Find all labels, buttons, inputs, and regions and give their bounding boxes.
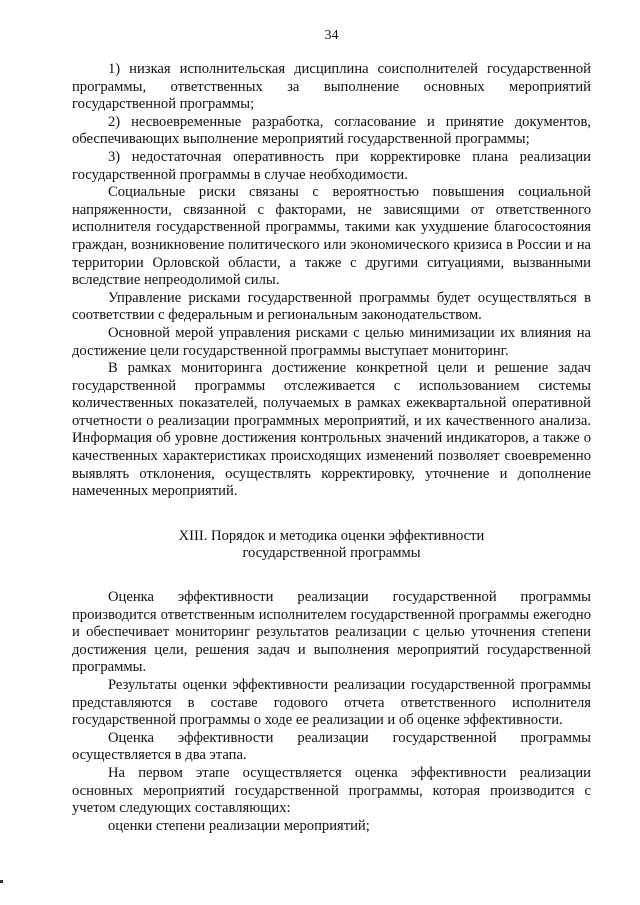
paragraph-risk-2: 2) несвоевременные разработка, согласование и принятие документов, обеспечивающих выполнение мероприятий государственной программы;: [72, 113, 591, 148]
paragraph-risk-3: 3) недостаточная оперативность при корректировке плана реализации государственной программы в случае необходимости.: [72, 148, 591, 183]
paragraph-evaluation-results: Результаты оценки эффективности реализации государственной программы представляются в составе годового отчета ответственного исполнителя государственной программы о ходе ее реализации и об оценке эффективности.: [72, 677, 591, 729]
section-title-line-2: государственной программы: [242, 545, 421, 562]
paragraph-component-1: оценки степени реализации мероприятий;: [108, 817, 370, 834]
paragraph-evaluation: Оценка эффективности реализации государственной программы производится ответственным исполнителем государственной программы ежегодно и обеспечивает мониторинг результатов реализации с целью уточнения степени достижения цели, решения задач и выполнения мероприятий государственной программы.: [72, 589, 591, 676]
scan-mark: [0, 880, 3, 883]
document-page: [72, 0, 591, 905]
paragraph-monitoring: Основной мерой управления рисками с целью минимизации их влияния на достижение цели государственной программы выступает мониторинг.: [72, 324, 591, 359]
paragraph-social-risks: Социальные риски связаны с вероятностью повышения социальной напряженности, связанной с факторами, не зависящими от ответственного исполнителя государственной программы, такими как ухудшение благосостояния граждан, возникновение политического или экономического кризиса в России и на территории Орловской области, а также с другими ситуациями, вызванными вследствие непреодолимой силы.: [72, 184, 591, 289]
section-title: [72, 528, 591, 563]
paragraph-risk-1: 1) низкая исполнительская дисциплина соисполнителей государственной программы, ответственных за выполнение основных мероприятий государственной программы;: [72, 61, 591, 113]
document-body: [72, 61, 591, 835]
page-number: 34: [324, 28, 339, 43]
paragraph-risk-management: Управление рисками государственной программы будет осуществляться в соответствии с федеральным и региональным законодательством.: [72, 289, 591, 324]
paragraph-first-stage: На первом этапе осуществляется оценка эффективности реализации основных мероприятий государственной программы, которая производится с учетом следующих составляющих:: [72, 764, 591, 817]
paragraph-evaluation-stages: Оценка эффективности реализации государственной программы осуществляется в два этапа.: [72, 729, 591, 764]
paragraph-monitoring-details: В рамках мониторинга достижение конкретной цели и решение задач государственной программы отслеживается с использованием системы количественных показателей, получаемых в рамках ежеквартальной оперативной отчетности о реализации программных мероприятий, и их качественного анализа. Информация об уровне достижения контрольных значений индикаторов, а также о качественных характеристиках происходящих изменений позволяет своевременно выявлять отклонения, осуществлять корректировку, уточнение и дополнение намеченных мероприятий.: [72, 360, 591, 500]
section-title-line-1: XIII. Порядок и методика оценки эффективности: [178, 527, 485, 544]
